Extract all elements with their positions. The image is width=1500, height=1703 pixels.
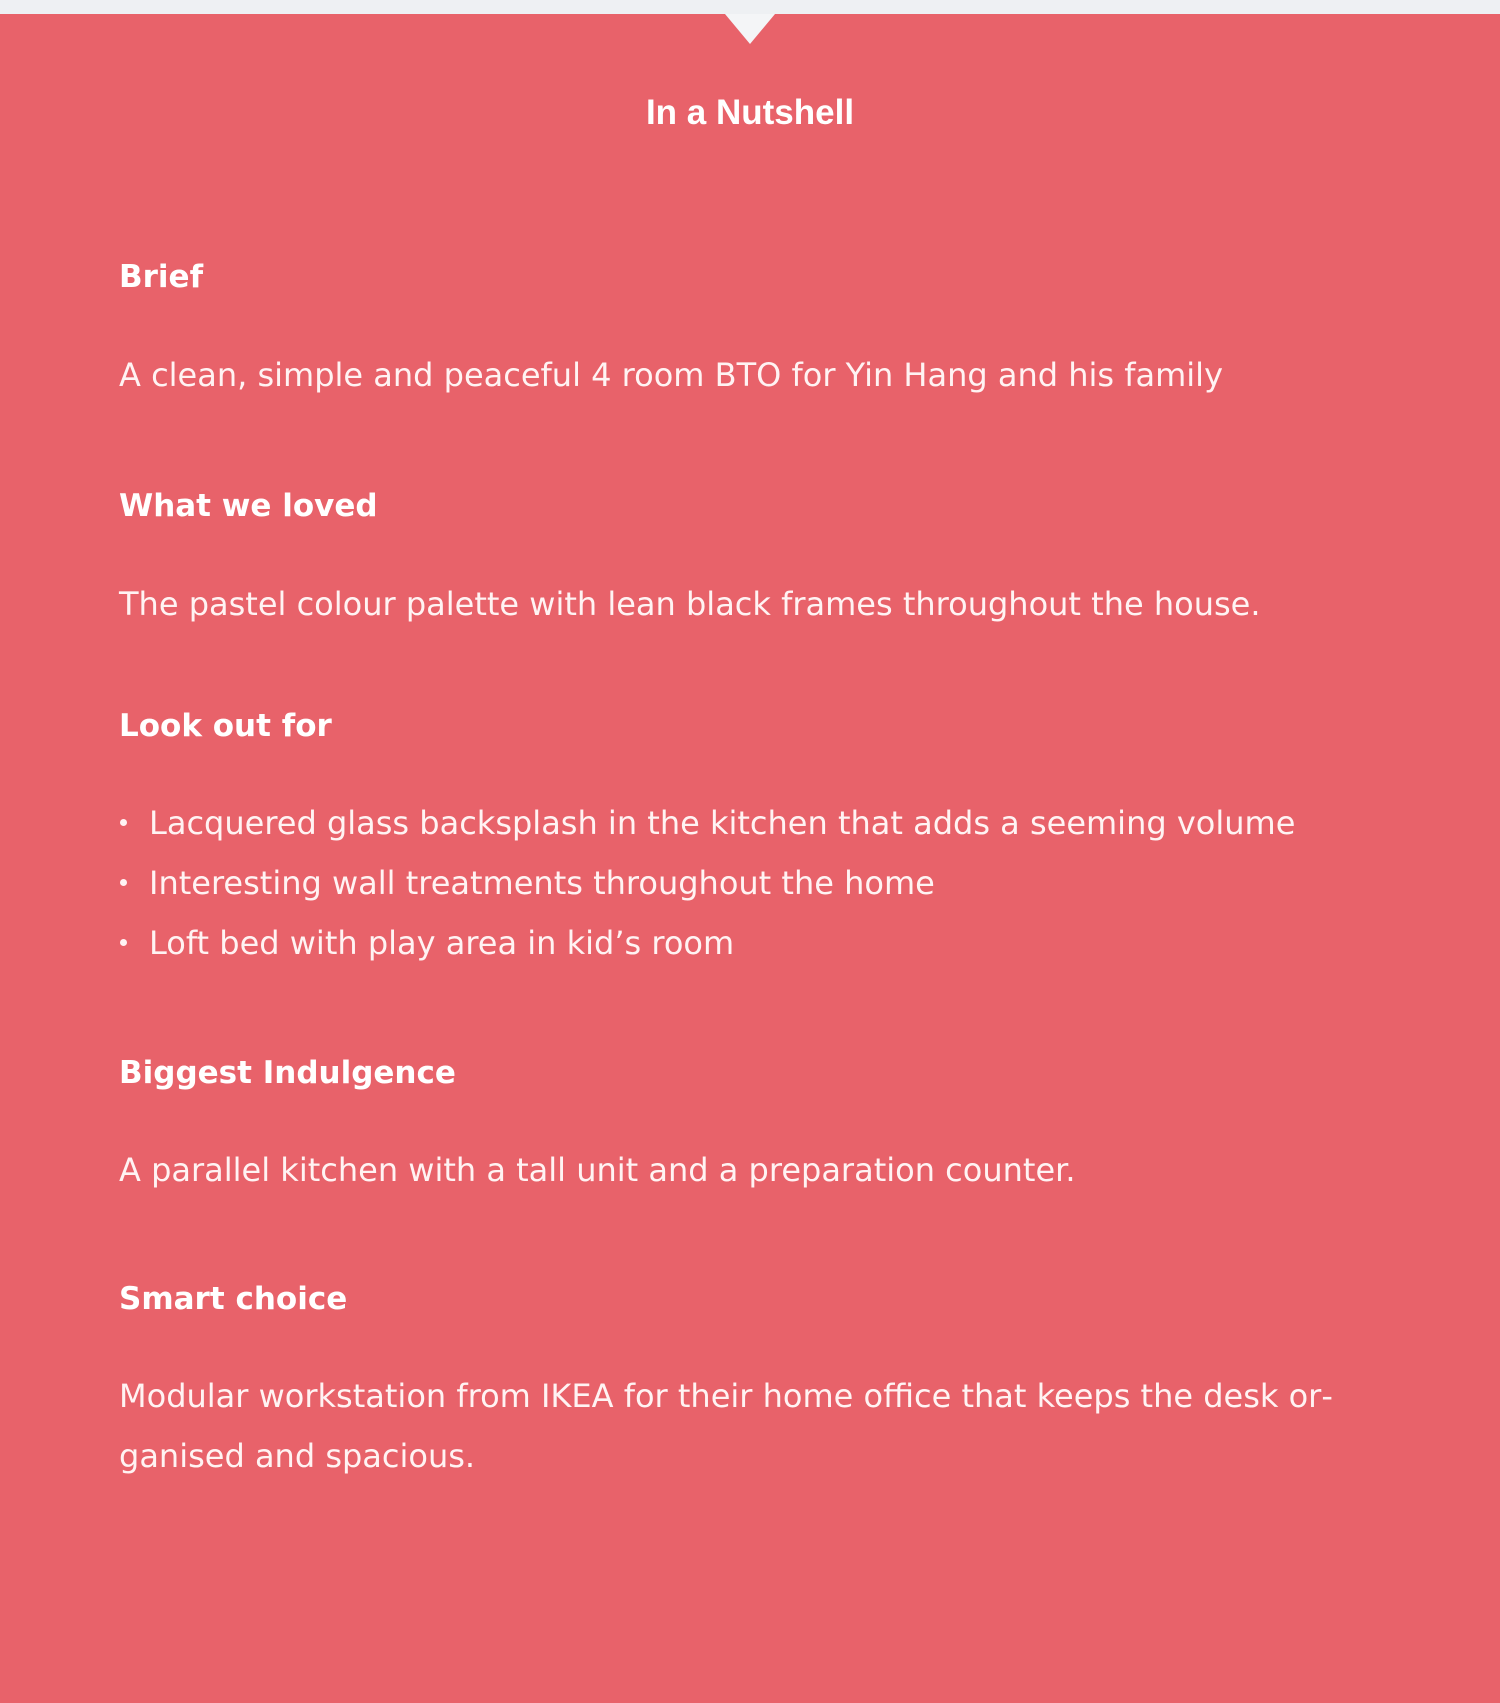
section-text-smart-choice: Modular workstation from IKEA for their home office that keeps the desk organised and spacious. (119, 1377, 1333, 1475)
section-heading-smart-choice: Smart choice (119, 1281, 348, 1317)
list-item-text: Interesting wall treatments throughout the home (149, 864, 935, 902)
look-out-for-list (119, 793, 1419, 973)
list-item (119, 793, 1419, 853)
list-item (119, 913, 1419, 973)
section-text-brief: A clean, simple and peaceful 4 room BTO for Yin Hang and his family (119, 356, 1223, 394)
section-heading-what-we-loved: What we loved (119, 488, 378, 524)
list-item-text: Lacquered glass backsplash in the kitchen that adds a seeming volume (149, 804, 1296, 842)
section-text-biggest-indulgence: A parallel kitchen with a tall unit and a preparation counter. (119, 1151, 1076, 1189)
list-item (119, 853, 1419, 913)
panel-title: In a Nutshell (645, 93, 855, 132)
section-heading-look-out-for: Look out for (119, 708, 332, 744)
section-text-what-we-loved: The pastel colour palette with lean black frames throughout the house. (119, 585, 1261, 623)
list-item-text: Loft bed with play area in kid’s room (149, 924, 735, 962)
pointer-arrow-icon (725, 14, 775, 44)
section-heading-brief: Brief (119, 259, 204, 295)
bullet-icon (120, 819, 127, 826)
section-heading-biggest-indulgence: Biggest Indulgence (119, 1055, 456, 1091)
bullet-icon (120, 879, 127, 886)
bullet-icon (120, 939, 127, 946)
nutshell-panel (0, 14, 1500, 1703)
